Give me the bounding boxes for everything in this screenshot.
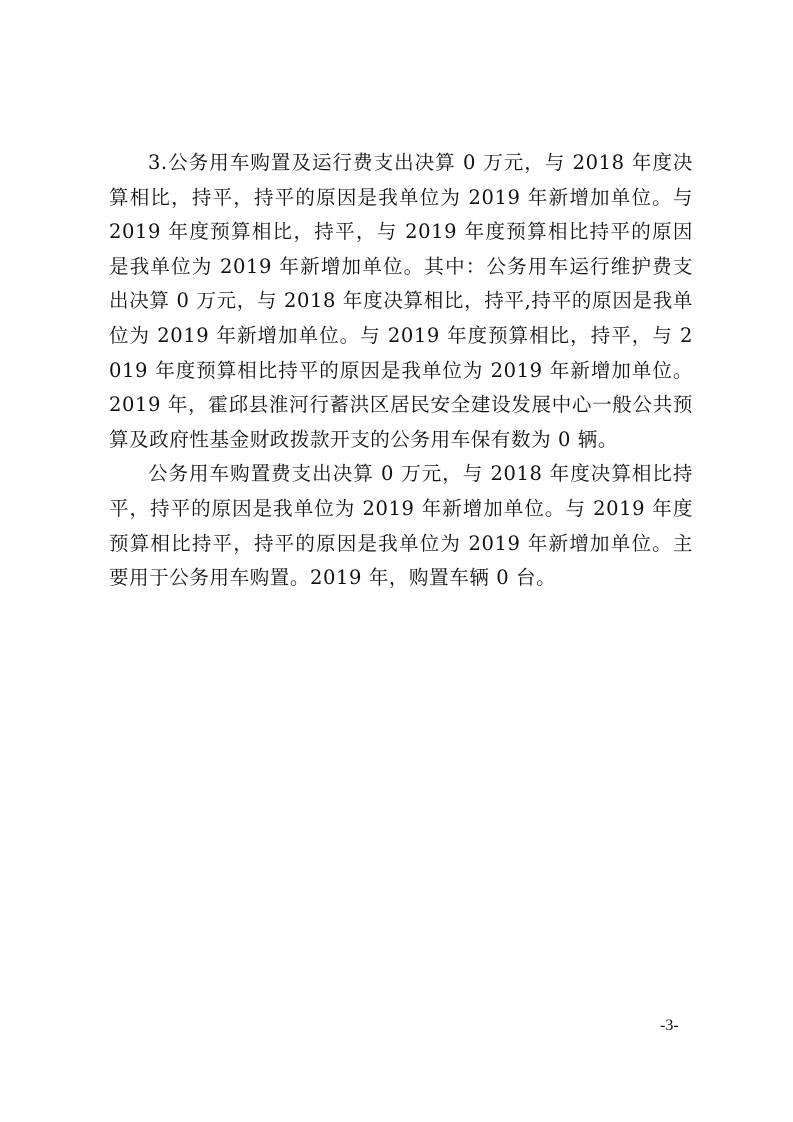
page-number: -3- [660, 1017, 679, 1034]
body-text [109, 146, 693, 596]
paragraph-vehicle-purchase: 公务用车购置费支出决算 0 万元，与 2018 年度决算相比持平，持平的原因是我单位为 2019 年新增加单位。与 2019 年度预算相比持平，持平的原因是我单位为 2019 年新增加单位。主要用于公务用车购置。2019 年，购置车辆 0 台。 [109, 462, 693, 590]
paragraph-vehicle-expenditure: 3.公务用车购置及运行费支出决算 0 万元，与 2018 年度决算相比，持平，持平的原因是我单位为 2019 年新增加单位。与 2019 年度预算相比，持平，与 2019 年度预算相比持平的原因是我单位为 2019 年新增加单位。其中：公务用车运行维护费支出决算 0 万元，与 2018 年度决算相比，持平,持平的原因是我单位为 2019 年新增加单位。与 2019 年度预算相比，持平，与 2019 年度预算相比持平的原因是我单位为 2019 年新增加单位。2019 年，霍邱县淮河行蓄洪区居民安全建设发展中心一般公共预算及政府性基金财政拨款开支的公务用车保有数为 0 辆。 [109, 151, 693, 451]
